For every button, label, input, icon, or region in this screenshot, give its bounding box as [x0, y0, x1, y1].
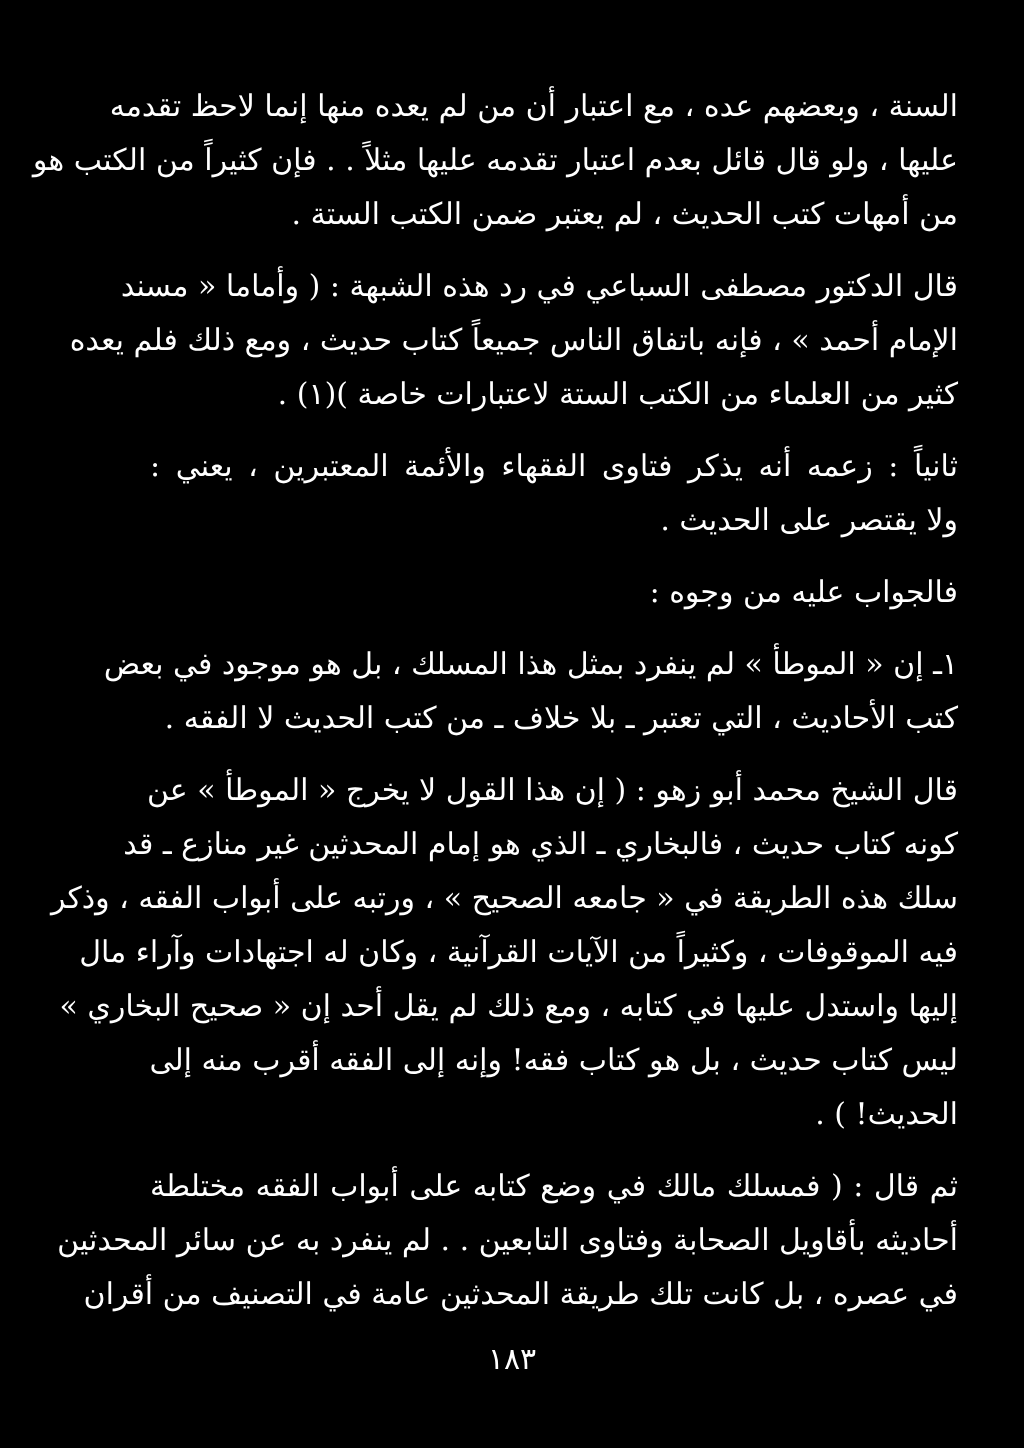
text-line: قال الدكتور مصطفى السباعي في رد هذه الشبهة : ( وأماما « مسند [120, 269, 958, 304]
text-line: عليها ، ولو قال قائل بعدم اعتبار تقدمه عليها مثلاً . . فإن كثيراً من الكتب هو [32, 143, 958, 178]
text-line: ثانياً : زعمه أنه يذكر فتاوى الفقهاء والأئمة المعتبرين ، يعني : [150, 449, 958, 484]
text-line: السنة ، وبعضهم عده ، مع اعتبار أن من لم يعده منها إنما لاحظ تقدمه [109, 89, 958, 124]
paragraph-gap [150, 548, 958, 566]
text-line: الحديث! ) . [815, 1097, 958, 1132]
text-line: كونه كتاب حديث ، فالبخاري ـ الذي هو إمام المحدثين غير منازع ـ قد [123, 827, 958, 862]
paragraph-gap [150, 1142, 958, 1160]
paragraph-gap [150, 746, 958, 764]
text-line: قال الشيخ محمد أبو زهو : ( إن هذا القول لا يخرج « الموطأ » عن [146, 773, 958, 808]
text-line: من أمهات كتب الحديث ، لم يعتبر ضمن الكتب الستة . [291, 197, 958, 232]
page-number: ١٨٣ [487, 1342, 537, 1377]
text-line: ثم قال : ( فمسلك مالك في وضع كتابه على أبواب الفقه مختلطة [150, 1169, 958, 1204]
paragraph-gap [150, 620, 958, 638]
text-line: كتب الأحاديث ، التي تعتبر ـ بلا خلاف ـ من كتب الحديث لا الفقه . [164, 701, 958, 736]
body-text [32, 80, 958, 1322]
text-line: أحاديثه بأقاويل الصحابة وفتاوى التابعين . . لم ينفرد به عن سائر المحدثين [57, 1223, 958, 1258]
text-line: سلك هذه الطريقة في « جامعه الصحيح » ، ورتبه على أبواب الفقه ، وذكر [50, 881, 958, 916]
section-heading: فالجواب عليه من وجوه : [649, 575, 958, 610]
paragraph-gap [150, 242, 958, 260]
paragraph-gap [150, 422, 958, 440]
text-line: ولا يقتصر على الحديث . [660, 503, 958, 538]
text-line: ١ـ إن « الموطأ » لم ينفرد بمثل هذا المسلك ، بل هو موجود في بعض [103, 647, 958, 682]
text-line: ليس كتاب حديث ، بل هو كتاب فقه! وإنه إلى الفقه أقرب منه إلى [149, 1043, 958, 1078]
text-line: إليها واستدل عليها في كتابه ، ومع ذلك لم يقل أحد إن « صحيح البخاري » [59, 989, 958, 1024]
text-line: الإمام أحمد » ، فإنه باتفاق الناس جميعاً كتاب حديث ، ومع ذلك فلم يعده [69, 323, 958, 358]
text-line: فيه الموقوفات ، وكثيراً من الآيات القرآنية ، وكان له اجتهادات وآراء مال [79, 935, 958, 970]
text-line: كثير من العلماء من الكتب الستة لاعتبارات خاصة )(١) . [277, 377, 958, 412]
text-line: في عصره ، بل كانت تلك طريقة المحدثين عامة في التصنيف من أقران [83, 1277, 958, 1312]
